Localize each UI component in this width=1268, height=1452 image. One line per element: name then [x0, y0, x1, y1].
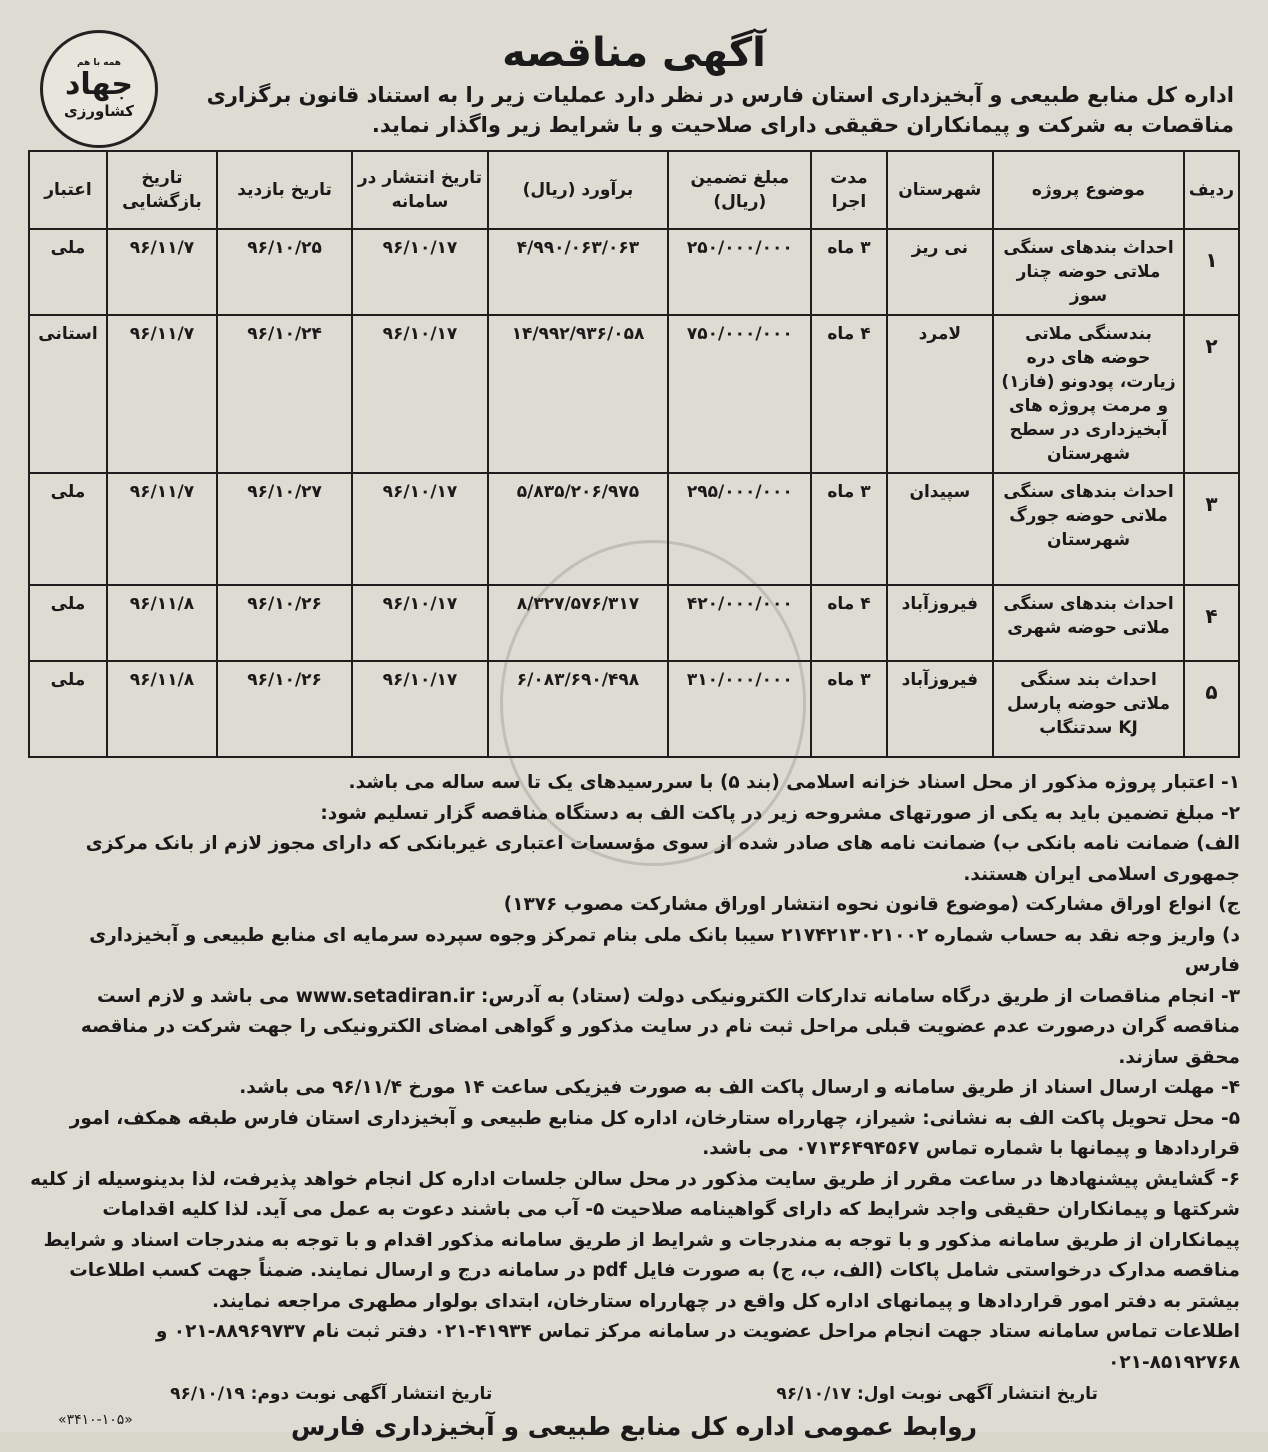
cell-estimate: ۶/۰۸۳/۶۹۰/۴۹۸ [488, 661, 669, 757]
cell-row-number: ۲ [1184, 315, 1239, 473]
table-header-row [29, 151, 1239, 229]
condition-item: د) واریز وجه نقد به حساب شماره ۲۱۷۴۲۱۳۰۲۱۰۰۲ سیبا بانک ملی بنام تمرکز وجوه سپرده سرمایه ای منابع طبیعی و آبخیزداری فارس [89, 924, 1240, 976]
header-credit: اعتبار [29, 151, 107, 229]
tender-table [28, 150, 1240, 758]
cell-opening-date: ۹۶/۱۱/۷ [107, 473, 217, 585]
cell-credit: ملی [29, 473, 107, 585]
publication-dates [28, 1384, 1240, 1404]
cell-visit-date: ۹۶/۱۰/۲۶ [217, 661, 352, 757]
cell-opening-date: ۹۶/۱۱/۸ [107, 661, 217, 757]
condition-item: ۱- اعتبار پروژه مذکور از محل اسناد خزانه اسلامی (بند ۵) با سررسیدهای یک تا سه ساله می باشد. [348, 772, 1240, 793]
cell-subject: بندسنگی ملاتی حوضه های دره زیارت، پودونو (فاز۱) و مرمت پروژه های آبخیزداری در سطح شهرستان [993, 315, 1184, 473]
cell-city: فیروزآباد [887, 585, 994, 661]
notice-code: «۳۴۱۰-۱۰۵» [58, 1412, 133, 1428]
cell-row-number: ۴ [1184, 585, 1239, 661]
header-row-number: ردیف [1184, 151, 1239, 229]
header-visit-date: تاریخ بازدید [217, 151, 352, 229]
cell-visit-date: ۹۶/۱۰/۲۴ [217, 315, 352, 473]
header-city: شهرستان [887, 151, 994, 229]
condition-item: ۶- گشایش پیشنهادها در ساعت مقرر از طریق سایت مذکور در محل سالن جلسات اداره کل انجام خواهد پذیرفت، لذا بدینوسیله از کلیه شرکتها و پیمانکاران حقیقی واجد شرایط که دارای گواهینامه صلاحیت ۵- آب می باشند دعوت به عمل می آید. لذا کلیه اقدامات پیمانکاران از طریق سامانه مذکور و با توجه به مندرجات و شرایط از طریق سامانه مذکور اقدام و با توجه به مندرجات اسناد و شرایط مناقصه مدارک درخواستی شامل پاکات (الف، ب، ج) به صورت فایل pdf در سامانه درج و ارسال نمایند. ضمناً جهت کسب اطلاعات بیشتر به دفتر امور قراردادها و پیمانهای اداره کل واقع در چهارراه ستارخان، ابتدای بولوار مطهری مراجعه نمایند. [30, 1168, 1240, 1312]
cell-visit-date: ۹۶/۱۰/۲۷ [217, 473, 352, 585]
cell-city: نی ریز [887, 229, 994, 315]
page-title: آگهی مناقصه [502, 30, 766, 76]
cell-publish-date: ۹۶/۱۰/۱۷ [352, 473, 487, 585]
contact-info: اطلاعات تماس سامانه ستاد جهت انجام مراحل عضویت در سامانه مرکز تماس ۴۱۹۳۴-۰۲۱ دفتر ثبت نام ۸۸۹۶۹۷۳۷-۰۲۱ و ۸۵۱۹۲۷۶۸-۰۲۱ [155, 1321, 1240, 1373]
table-row [29, 473, 1239, 585]
cell-city: لامرد [887, 315, 994, 473]
cell-row-number: ۳ [1184, 473, 1239, 585]
header-subject: موضوع پروژه [993, 151, 1184, 229]
cell-subject: احداث بند سنگی ملاتی حوضه پارسل KJ سدتنگاب [993, 661, 1184, 757]
cell-duration: ۴ ماه [811, 585, 886, 661]
table-row [29, 315, 1239, 473]
cell-guarantee: ۲۹۵/۰۰۰/۰۰۰ [668, 473, 811, 585]
cell-duration: ۳ ماه [811, 229, 886, 315]
intro-paragraph: اداره کل منابع طبیعی و آبخیزداری استان فارس در نظر دارد عملیات زیر را به استناد قانون برگزاری مناقصات به شرکت و پیمانکاران حقیقی دارای صلاحیت و با شرایط زیر واگذار نماید. [206, 83, 1234, 137]
footer [28, 1412, 1240, 1452]
condition-item: ۵- محل تحویل پاکت الف به نشانی: شیراز، چهارراه ستارخان، اداره کل منابع طبیعی و آبخیزداری استان فارس طبقه همکف، امور قراردادها و پیمانها با شماره تماس ۰۷۱۳۶۴۹۴۵۶۷ می باشد. [69, 1107, 1240, 1159]
cell-duration: ۴ ماه [811, 315, 886, 473]
header-estimate: برآورد (ریال) [488, 151, 669, 229]
cell-city: سپیدان [887, 473, 994, 585]
header-duration: مدت اجرا [811, 151, 886, 229]
header-guarantee: مبلغ تضمین (ریال) [668, 151, 811, 229]
second-publication-date: تاریخ انتشار آگهی نوبت دوم: ۹۶/۱۰/۱۹ [170, 1384, 493, 1404]
cell-publish-date: ۹۶/۱۰/۱۷ [352, 585, 487, 661]
cell-estimate: ۵/۸۳۵/۲۰۶/۹۷۵ [488, 473, 669, 585]
cell-opening-date: ۹۶/۱۱/۷ [107, 229, 217, 315]
logo-top-text: همه با هم [76, 58, 122, 68]
cell-credit: استانی [29, 315, 107, 473]
cell-city: فیروزآباد [887, 661, 994, 757]
condition-item: ۳- انجام مناقصات از طریق درگاه سامانه تدارکات الکترونیکی دولت (ستاد) به آدرس: www.setadiran.ir می باشد و لازم است مناقصه گران درصورت عدم عضویت قبلی مراحل ثبت نام در سایت مذکور و گواهی امضای الکترونیکی را جهت شرکت در مناقصه محقق سازند. [80, 985, 1240, 1068]
cell-estimate: ۴/۹۹۰/۰۶۳/۰۶۳ [488, 229, 669, 315]
cell-credit: ملی [29, 585, 107, 661]
cell-credit: ملی [29, 661, 107, 757]
cell-opening-date: ۹۶/۱۱/۷ [107, 315, 217, 473]
cell-estimate: ۸/۳۲۷/۵۷۶/۳۱۷ [488, 585, 669, 661]
cell-estimate: ۱۴/۹۹۲/۹۳۶/۰۵۸ [488, 315, 669, 473]
table-row [29, 229, 1239, 315]
table-row [29, 661, 1239, 757]
cell-guarantee: ۲۵۰/۰۰۰/۰۰۰ [668, 229, 811, 315]
cell-guarantee: ۷۵۰/۰۰۰/۰۰۰ [668, 315, 811, 473]
header-publish-date: تاریخ انتشار در سامانه [352, 151, 487, 229]
cell-visit-date: ۹۶/۱۰/۲۵ [217, 229, 352, 315]
cell-duration: ۳ ماه [811, 661, 886, 757]
cell-row-number: ۵ [1184, 661, 1239, 757]
signature-line: روابط عمومی اداره کل منابع طبیعی و آبخیزداری فارس [290, 1412, 978, 1441]
conditions-list [28, 768, 1240, 1378]
cell-guarantee: ۳۱۰/۰۰۰/۰۰۰ [668, 661, 811, 757]
cell-visit-date: ۹۶/۱۰/۲۶ [217, 585, 352, 661]
cell-row-number: ۱ [1184, 229, 1239, 315]
cell-subject: احداث بندهای سنگی ملاتی حوضه جورگ شهرستان [993, 473, 1184, 585]
header-opening-date: تاریخ بازگشایی [107, 151, 217, 229]
cell-publish-date: ۹۶/۱۰/۱۷ [352, 229, 487, 315]
condition-item: ۴- مهلت ارسال اسناد از طریق سامانه و ارسال پاکت الف به صورت فیزیکی ساعت ۱۴ مورخ ۹۶/۱۱/۴ می باشد. [239, 1077, 1240, 1098]
cell-guarantee: ۴۲۰/۰۰۰/۰۰۰ [668, 585, 811, 661]
cell-subject: احداث بندهای سنگی ملاتی حوضه چنار سوز [993, 229, 1184, 315]
cell-publish-date: ۹۶/۱۰/۱۷ [352, 315, 487, 473]
jihad-keshavarzi-logo [40, 30, 158, 148]
cell-duration: ۳ ماه [811, 473, 886, 585]
condition-item: ج) انواع اوراق مشارکت (موضوع قانون نحوه انتشار اوراق مشارکت مصوب ۱۳۷۶) [503, 894, 1240, 915]
condition-item: الف) ضمانت نامه بانکی ب) ضمانت نامه های صادر شده از سوی مؤسسات اعتباری غیربانکی که دارای مجوز لازم از بانک مرکزی جمهوری اسلامی ایران هستند. [85, 833, 1240, 885]
logo-main-text: جهاد [64, 67, 134, 102]
table-row [29, 585, 1239, 661]
cell-credit: ملی [29, 229, 107, 315]
first-publication-date: تاریخ انتشار آگهی نوبت اول: ۹۶/۱۰/۱۷ [776, 1384, 1098, 1404]
cell-subject: احداث بندهای سنگی ملاتی حوضه شهری [993, 585, 1184, 661]
cell-opening-date: ۹۶/۱۱/۸ [107, 585, 217, 661]
cell-publish-date: ۹۶/۱۰/۱۷ [352, 661, 487, 757]
logo-sub-text: کشاورزی [64, 102, 134, 120]
condition-item: ۲- مبلغ تضمین باید به یکی از صورتهای مشروحه زیر در پاکت الف به دستگاه مناقصه گزار تسلیم شود: [320, 802, 1240, 824]
